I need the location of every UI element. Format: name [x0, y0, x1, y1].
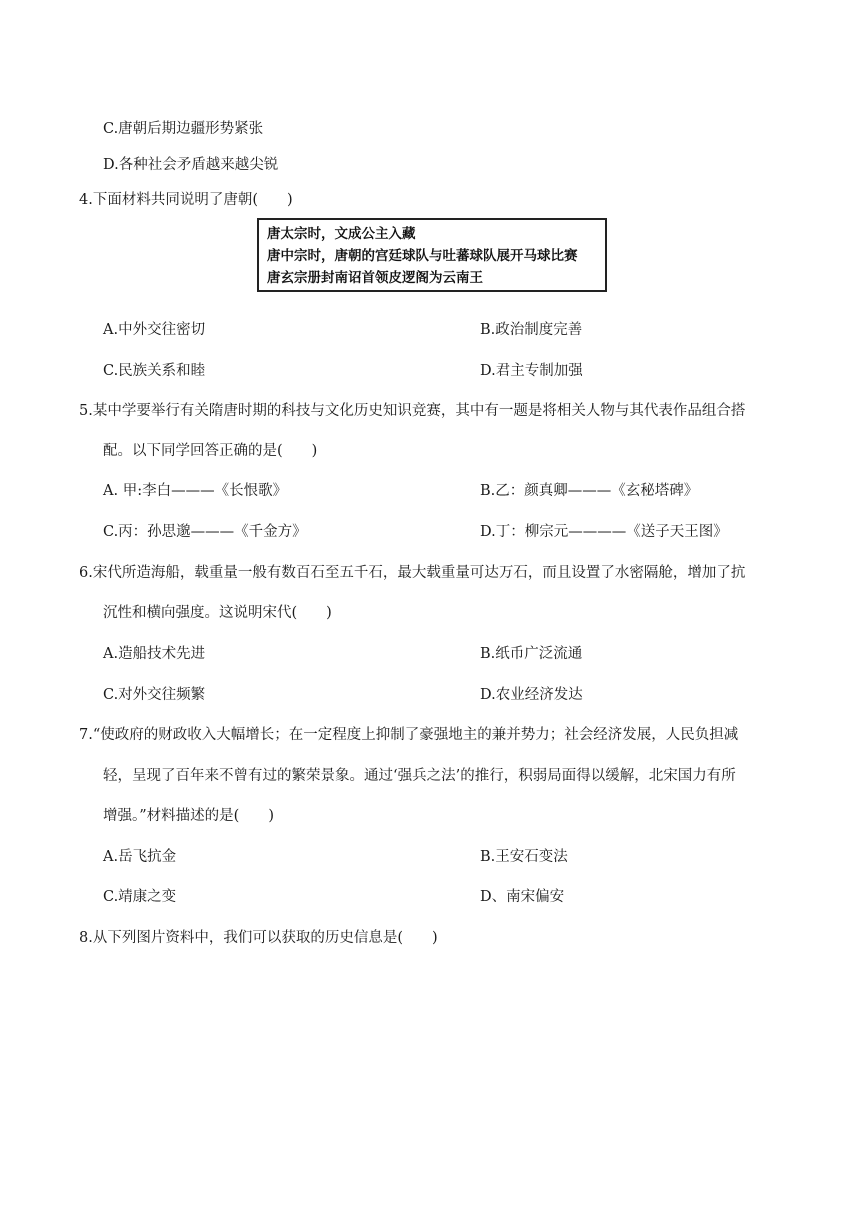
- q6-option-a: A.造船技术先进: [103, 646, 206, 662]
- q5-option-d: D.丁：柳宗元————《送子天王图》: [480, 524, 728, 540]
- q3-option-c: C.唐朝后期边疆形势紧张: [103, 121, 264, 137]
- q7-option-d: D、南宋偏安: [480, 889, 565, 905]
- q7-option-b: B.王安石变法: [480, 849, 568, 865]
- q4-option-a: A.中外交往密切: [103, 322, 206, 338]
- q5-option-c: C.丙：孙思邈———《千金方》: [103, 524, 307, 540]
- q4-material-box: [257, 218, 607, 292]
- q4-material-line-2: 唐中宗时，唐朝的宫廷球队与吐蕃球队展开马球比赛: [267, 248, 578, 264]
- q5-stem-line-2: 配。以下同学回答正确的是( ): [103, 443, 318, 459]
- q4-material-line-3: 唐玄宗册封南诏首领皮逻阁为云南王: [267, 270, 483, 286]
- q8-stem: 8.从下列图片资料中，我们可以获取的历史信息是( ): [79, 930, 438, 946]
- q7-option-c: C.靖康之变: [103, 889, 177, 905]
- q7-stem-line-2: 轻，呈现了百年来不曾有过的繁荣景象。通过‘强兵之法’的推行，积弱局面得以缓解，北宋国力有所: [103, 768, 736, 784]
- q5-option-b: B.乙：颜真卿———《玄秘塔碑》: [480, 483, 699, 499]
- q4-stem: 4.下面材料共同说明了唐朝( ): [79, 192, 293, 208]
- q6-option-b: B.纸币广泛流通: [480, 646, 583, 662]
- q4-option-d: D.君主专制加强: [480, 363, 583, 379]
- q6-stem-line-2: 沉性和横向强度。这说明宋代( ): [103, 605, 332, 621]
- q7-stem-line-3: 增强。”材料描述的是( ): [103, 808, 274, 824]
- q3-option-d: D.各种社会矛盾越来越尖锐: [103, 157, 279, 173]
- q5-stem-line-1: 5.某中学要举行有关隋唐时期的科技与文化历史知识竞赛，其中有一题是将相关人物与其代表作品组合搭: [79, 403, 746, 419]
- q4-option-c: C.民族关系和睦: [103, 363, 206, 379]
- q6-option-c: C.对外交往频繁: [103, 687, 206, 703]
- q6-option-d: D.农业经济发达: [480, 687, 583, 703]
- q7-stem-line-1: 7.“使政府的财政收入大幅增长；在一定程度上抑制了豪强地主的兼并势力；社会经济发展，人民负担减: [79, 727, 739, 743]
- q6-stem-line-1: 6.宋代所造海船，载重量一般有数百石至五千石，最大载重量可达万石，而且设置了水密隔舱，增加了抗: [79, 565, 746, 581]
- q4-material-line-1: 唐太宗时，文成公主入藏: [267, 226, 416, 242]
- q5-option-a: A. 甲:李白———《长恨歌》: [103, 483, 288, 499]
- q7-option-a: A.岳飞抗金: [103, 849, 177, 865]
- q4-option-b: B.政治制度完善: [480, 322, 583, 338]
